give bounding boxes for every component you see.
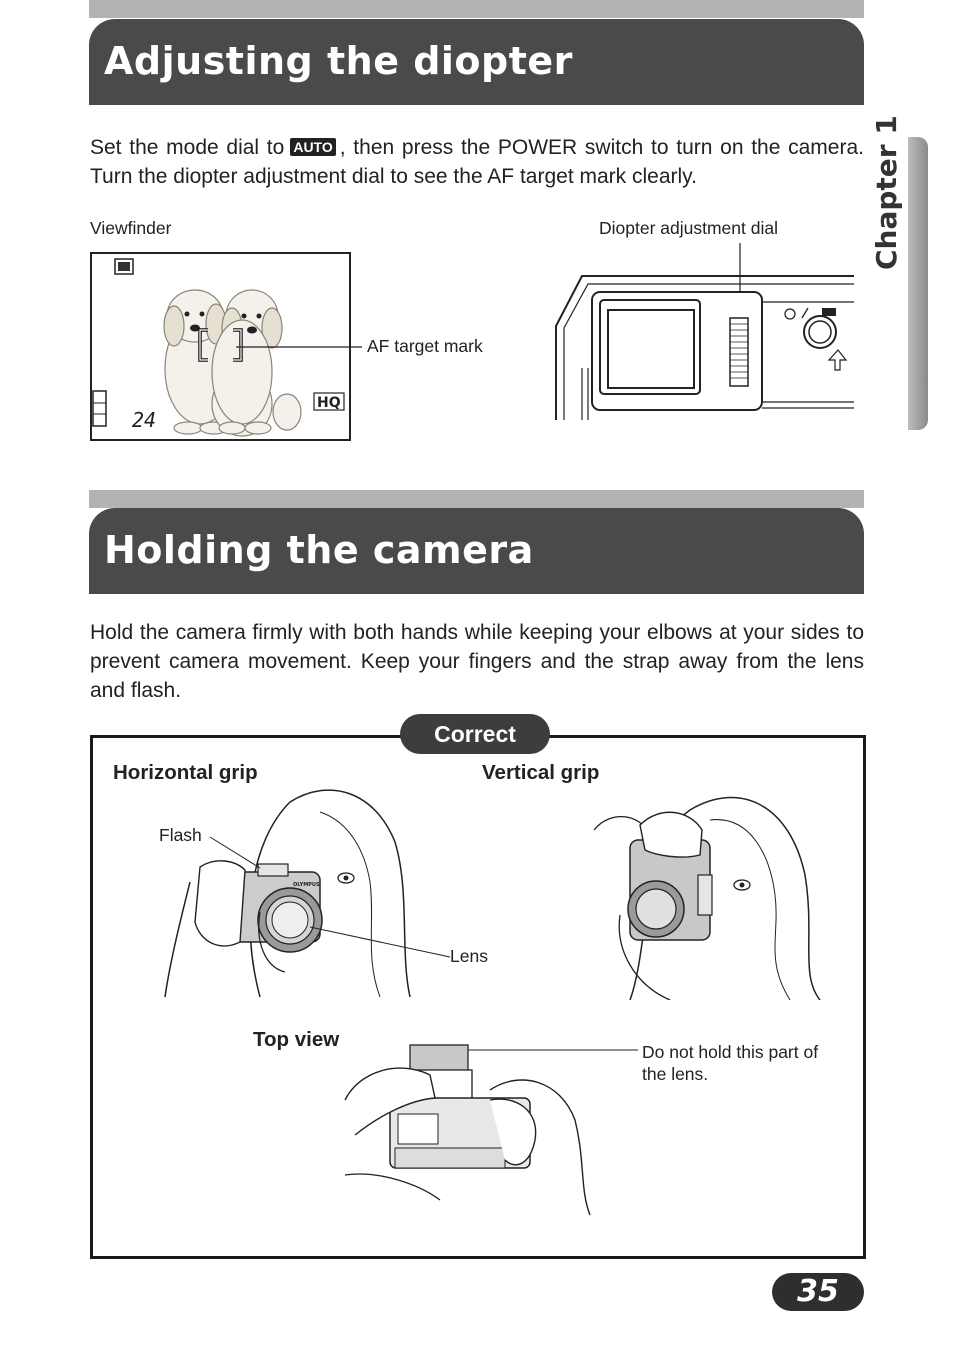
auto-mode-icon: AUTO [290, 138, 335, 156]
vertical-grip-illustration [590, 785, 825, 1000]
af-target-label: AF target mark [367, 336, 483, 356]
para-text-1: Set the mode dial to [90, 136, 285, 159]
flash-label: Flash [159, 825, 202, 845]
holding-paragraph: Hold the camera firmly with both hands while keeping your elbows at your sides to prevent camera movement. Keep your fingers and the strap away from the lens and flash. [90, 621, 864, 702]
header-band-2 [89, 490, 864, 508]
dial-label: Diopter adjustment dial [599, 218, 778, 238]
camera-back-illustration [554, 268, 856, 428]
section-title: Adjusting the diopter [104, 39, 573, 83]
lens-warning-label: Do not hold this part of the lens. [642, 1042, 819, 1084]
horizontal-grip-illustration [160, 782, 460, 1002]
section-title: Holding the camera [104, 528, 534, 572]
page-number: 35 [772, 1273, 864, 1311]
para-text-2: , then press the POWER switch to turn on the camera. Turn the diopter adjustment dial to see the AF target mark clearly. [90, 136, 864, 188]
lens-label: Lens [450, 946, 488, 966]
viewfinder-label: Viewfinder [90, 218, 172, 238]
horizontal-grip-label: Horizontal grip [113, 761, 258, 784]
top-view-illustration [340, 1040, 640, 1220]
section-header-holding [89, 508, 864, 594]
vertical-grip-label: Vertical grip [482, 761, 600, 784]
top-view-label: Top view [253, 1028, 340, 1051]
frame-count: 24 [132, 408, 157, 432]
chapter-label: Chapter 1 [870, 115, 903, 270]
quality-indicator: HQ [317, 395, 341, 411]
correct-badge: Correct [400, 714, 550, 754]
olympus-logo: OLYMPUS [293, 882, 320, 888]
